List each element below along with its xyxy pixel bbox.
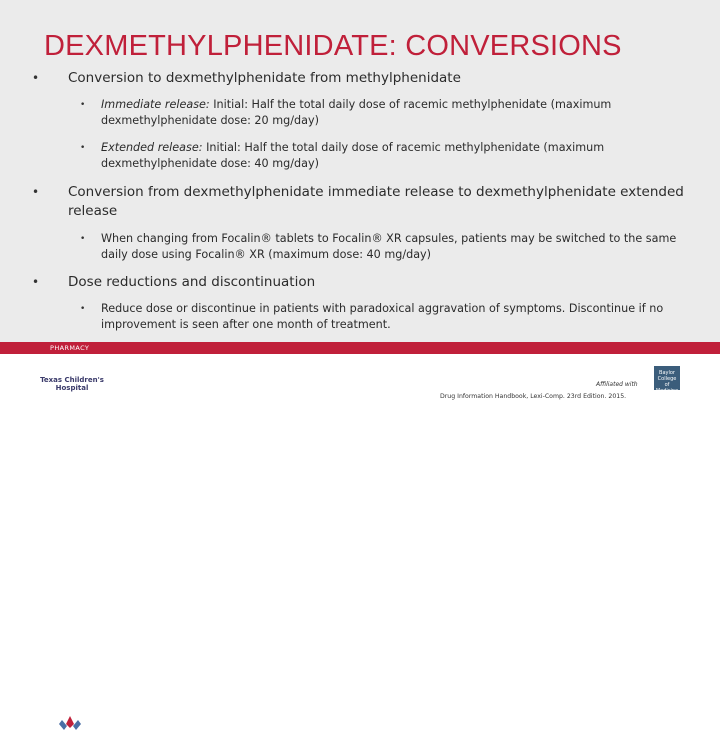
bullet-3-text: Dose reductions and discontinuation [68, 274, 316, 290]
slide-title: DEXMETHYLPHENIDATE: CONVERSIONS [44, 30, 622, 62]
sub-bullet-marker: • [80, 234, 86, 244]
texas-childrens-hospital-logo-icon [40, 714, 100, 754]
bullet-1-text: Conversion to dexmethylphenidate from methylphenidate [68, 70, 461, 86]
slide-body [0, 0, 720, 342]
sub-bullet-1-1-label: Immediate release: [101, 98, 210, 111]
affiliated-label: Affiliated with [596, 381, 638, 388]
sub-bullet-marker: • [80, 304, 86, 314]
baylor-logo-text: Baylor College of Medicine [655, 370, 679, 394]
bullet-marker: • [32, 185, 40, 199]
sub-bullet-1-2 [101, 140, 701, 172]
sub-bullet-2-1 [101, 231, 701, 263]
sub-bullet-3-1 [101, 301, 701, 333]
sub-bullet-1-1 [101, 97, 701, 129]
citation: Drug Information Handbook, Lexi-Comp. 23rd Edition. 2015. [440, 393, 627, 400]
sub-bullet-1-2-label: Extended release: [101, 141, 203, 154]
sub-bullet-1-1-text: Initial: Half the total daily dose of racemic methylphenidate (maximum dexmethylphenidate dose: 20 mg/day) [101, 98, 612, 127]
pharmacy-banner [0, 342, 720, 354]
sub-bullet-3-1-text: Reduce dose or discontinue in patients with paradoxical aggravation of symptoms. Discontinue if no improvement is seen after one month of treatment. [101, 302, 664, 331]
sub-bullet-2-1-text: When changing from Focalin® tablets to Focalin® XR capsules, patients may be switched to the same daily dose using Focalin® XR (maximum dose: 40 mg/day) [101, 232, 677, 261]
bullet-marker: • [32, 275, 40, 289]
banner-label: PHARMACY [50, 344, 90, 352]
sub-bullet-marker: • [80, 143, 86, 153]
sub-bullet-marker: • [80, 100, 86, 110]
hospital-logo-text: Texas Children's Hospital [40, 376, 104, 392]
sub-bullet-1-2-text: Initial: Half the total daily dose of racemic methylphenidate (maximum dexmethylphenidate dose: 40 mg/day) [101, 141, 605, 170]
bullet-2-text: Conversion from dexmethylphenidate immediate release to dexmethylphenidate extended release [68, 184, 684, 219]
bullet-marker: • [32, 71, 40, 85]
